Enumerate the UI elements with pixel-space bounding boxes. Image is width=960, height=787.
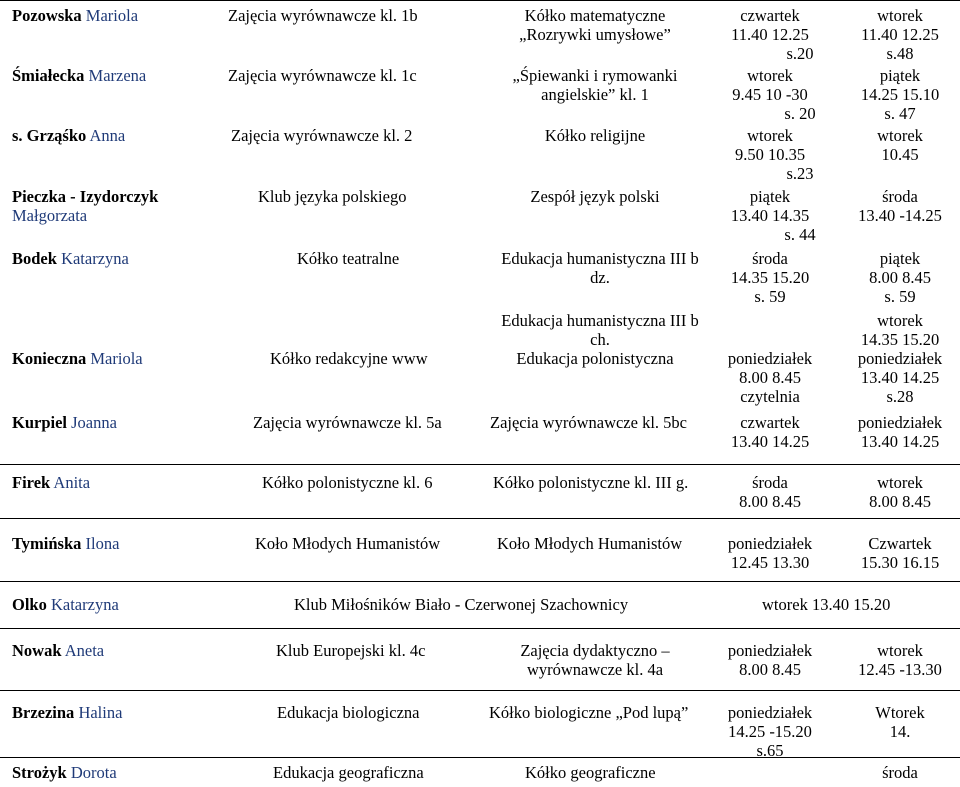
term2-day: wtorek: [877, 473, 923, 492]
term2-day: środa: [882, 187, 918, 206]
activity-2: Edukacja humanistyczna III b: [501, 249, 699, 268]
term-room: czytelnia: [740, 387, 800, 406]
term-room: s. 20: [784, 104, 816, 123]
activity-1: Klub Europejski kl. 4c: [276, 641, 426, 660]
activity-2: Zajęcia wyrównawcze kl. 5bc: [490, 413, 687, 432]
term2-room: s. 59: [884, 287, 916, 306]
rule: [0, 690, 960, 691]
term-time: 8.00 8.45: [739, 368, 801, 387]
term2-room: s.48: [886, 44, 914, 63]
term2-time: 8.00 8.45: [869, 492, 931, 511]
term-day: poniedziałek: [727, 703, 813, 722]
term2-time: 10.45: [881, 145, 919, 164]
term2-time: 13.40 -14.25: [858, 206, 942, 225]
term-time: 8.00 8.45: [739, 492, 801, 511]
term2-time: 14.25 15.10: [860, 85, 940, 104]
term2-day: piątek: [879, 66, 921, 85]
term-day: czwartek: [740, 413, 800, 432]
teacher-name: Olko Katarzyna: [12, 595, 119, 614]
term2-room: s. 47: [884, 104, 916, 123]
activity-1: Zajęcia wyrównawcze kl. 1c: [228, 66, 417, 85]
activity-1: Kółko polonistyczne kl. 6: [262, 473, 433, 492]
term2-day: wtorek: [877, 6, 923, 25]
activity-2: Kółko biologiczne „Pod lupą”: [489, 703, 689, 722]
activity-1: Zajęcia wyrównawcze kl. 1b: [228, 6, 418, 25]
term2-time: 13.40 14.25: [860, 432, 940, 451]
term3-day: wtorek: [877, 311, 923, 330]
activity-2: Zajęcia dydaktyczno –: [520, 641, 670, 660]
term-room: s.20: [786, 44, 814, 63]
term2-time: 8.00 8.45: [869, 268, 931, 287]
activity-1: Klub Miłośników Biało - Czerwonej Szachownicy: [294, 595, 629, 614]
term2-day: poniedziałek: [857, 413, 943, 432]
activity-2: Edukacja polonistyczna: [516, 349, 674, 368]
activity-2-line: angielskie” kl. 1: [541, 85, 649, 104]
term-room: s.65: [756, 741, 784, 760]
activity-2: Koło Młodych Humanistów: [497, 534, 683, 553]
term2-time: 14.: [889, 722, 911, 741]
activity-3-line: ch.: [590, 330, 610, 349]
term2-time: 11.40 12.25: [861, 25, 939, 44]
term-room: s. 59: [754, 287, 786, 306]
activity-2: Kółko geograficzne: [525, 763, 656, 782]
activity-3: Edukacja humanistyczna III b: [501, 311, 699, 330]
term-day: wtorek: [747, 126, 793, 145]
term2-day: środa: [882, 763, 918, 782]
term-time: 13.40 14.25: [730, 432, 810, 451]
term2-day: wtorek: [877, 641, 923, 660]
activity-2: Zespół język polski: [530, 187, 660, 206]
term-time: 13.40 14.35: [730, 206, 810, 225]
term-time: 12.45 13.30: [730, 553, 810, 572]
term-time: 9.50 10.35: [734, 145, 806, 164]
term2-time: 15.30 16.15: [860, 553, 940, 572]
activity-1: Koło Młodych Humanistów: [255, 534, 441, 553]
activity-2-line: „Rozrywki umysłowe”: [519, 25, 671, 44]
rule: [0, 0, 960, 1]
term-room: s.23: [786, 164, 814, 183]
teacher-name: Nowak Aneta: [12, 641, 105, 660]
term2-time: 12.45 -13.30: [858, 660, 942, 679]
term2-room: s.28: [886, 387, 914, 406]
teacher-name: Konieczna Mariola: [12, 349, 143, 368]
term-time: 14.25 -15.20: [728, 722, 812, 741]
term-day: wtorek: [747, 66, 793, 85]
term2-day: poniedziałek: [857, 349, 943, 368]
term2-day: Wtorek: [875, 703, 925, 722]
activity-1: Zajęcia wyrównawcze kl. 5a: [253, 413, 442, 432]
term-day: środa: [752, 473, 788, 492]
term-day: poniedziałek: [727, 641, 813, 660]
rule: [0, 581, 960, 582]
term-time: 14.35 15.20: [730, 268, 810, 287]
term-day-time: wtorek 13.40 15.20: [762, 595, 891, 614]
activity-1: Edukacja geograficzna: [273, 763, 424, 782]
activity-2-line: wyrównawcze kl. 4a: [526, 660, 664, 679]
term2-day: wtorek: [877, 126, 923, 145]
teacher-name: Firek Anita: [12, 473, 91, 492]
teacher-name: Kurpiel Joanna: [12, 413, 117, 432]
term-time: 11.40 12.25: [731, 25, 809, 44]
teacher-name: Śmiałecka Marzena: [12, 66, 147, 85]
rule: [0, 518, 960, 519]
rule: [0, 464, 960, 465]
teacher-name: Pieczka - Izydorczyk: [12, 187, 159, 206]
term-day: czwartek: [740, 6, 800, 25]
term2-day: Czwartek: [868, 534, 932, 553]
activity-2: Kółko religijne: [544, 126, 646, 145]
teacher-name: Strożyk Dorota: [12, 763, 117, 782]
term-time: 9.45 10 -30: [732, 85, 808, 104]
activity-2: Kółko polonistyczne kl. III g.: [493, 473, 689, 492]
term2-time: 13.40 14.25: [860, 368, 940, 387]
activity-2: „Śpiewanki i rymowanki: [512, 66, 678, 85]
teacher-name: Brzezina Halina: [12, 703, 123, 722]
activity-1: Kółko redakcyjne www: [270, 349, 428, 368]
term2-day: piątek: [879, 249, 921, 268]
activity-1: Zajęcia wyrównawcze kl. 2: [231, 126, 413, 145]
activity-2: Kółko matematyczne: [524, 6, 666, 25]
activity-2-line: dz.: [590, 268, 610, 287]
activity-1: Kółko teatralne: [297, 249, 400, 268]
term3-time: 14.35 15.20: [860, 330, 940, 349]
teacher-name: Bodek Katarzyna: [12, 249, 129, 268]
rule: [0, 628, 960, 629]
activity-1: Edukacja biologiczna: [277, 703, 420, 722]
activity-1: Klub języka polskiego: [258, 187, 407, 206]
teacher-first-name: Małgorzata: [12, 206, 88, 225]
term-day: poniedziałek: [727, 534, 813, 553]
term-day: środa: [752, 249, 788, 268]
term-time: 8.00 8.45: [739, 660, 801, 679]
term-room: s. 44: [784, 225, 816, 244]
teacher-name: s. Grząśko Anna: [12, 126, 126, 145]
teacher-name: Pozowska Mariola: [12, 6, 139, 25]
teacher-name: Tymińska Ilona: [12, 534, 120, 553]
term-day: piątek: [749, 187, 791, 206]
term-day: poniedziałek: [727, 349, 813, 368]
